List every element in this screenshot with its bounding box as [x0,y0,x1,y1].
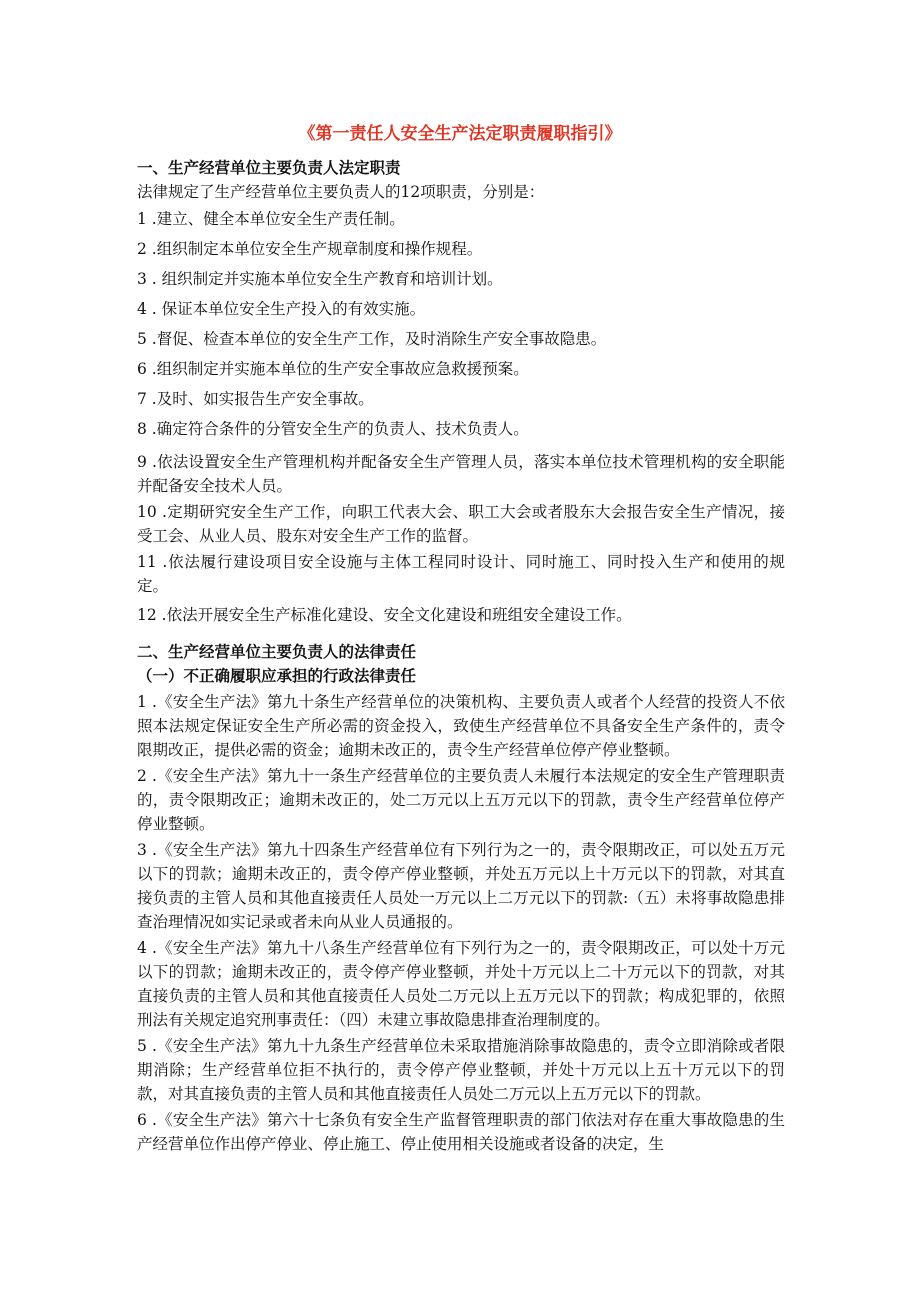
duty-item-5: 5 .督促、检查本单位的安全生产工作，及时消除生产安全事故隐患。 [137,330,607,348]
section-1-intro: 法律规定了生产经营单位主要负责人的12项职责，分别是： [137,183,545,201]
duty-item-7: 7 .及时、如实报告生产安全事故。 [137,390,374,408]
document-body [137,156,785,1158]
section-2-subheading: （一）不正确履职应承担的行政法律责任 [137,667,417,685]
liability-paragraph-3: 3 .《安全生产法》第九十四条生产经营单位有下列行为之一的，责令限期改正，可以处五万元以下的罚款；逾期未改正的，责令停产停业整顿，并处五万元以上十万元以下的罚款，对其直接负责的主管人员和其他直接责任人员处一万元以上二万元以下的罚款:（五）未将事故隐患排查治理情况如实记录或者未向从业人员通报的。 [137,841,785,931]
liability-paragraph-4: 4 .《安全生产法》第九十八条生产经营单位有下列行为之一的，责令限期改正，可以处十万元以下的罚款；逾期未改正的，责令停产停业整顿，并处十万元以上二十万元以下的罚款，对其直接负责的主管人员和其他直接责任人员处二万元以上五万元以下的罚款；构成犯罪的，依照刑法有关规定追究刑事责任：（四）未建立事故隐患排查治理制度的。 [137,939,785,1029]
duty-item-9: 9 .依法设置安全生产管理机构并配备安全生产管理人员，落实本单位技术管理机构的安全职能并配备安全技术人员。 [137,453,785,495]
duty-item-3: 3 . 组织制定并实施本单位安全生产教育和培训计划。 [137,270,503,288]
duty-item-2: 2 .组织制定本单位安全生产规章制度和操作规程。 [137,240,483,258]
liability-paragraph-6: 6 .《安全生产法》第六十七条负有安全生产监督管理职责的部门依法对存在重大事故隐患的生产经营单位作出停产停业、停止施工、停止使用相关设施或者设备的决定，生 [137,1111,785,1153]
section-2-heading: 二、生产经营单位主要负责人的法律责任 [137,643,417,661]
duty-item-10: 10 .定期研究安全生产工作，向职工代表大会、职工大会或者股东大会报告安全生产情况，接受工会、从业人员、股东对安全生产工作的监督。 [137,503,785,545]
duty-item-11: 11 .依法履行建设项目安全设施与主体工程同时设计、同时施工、同时投入生产和使用的规定。 [137,553,785,595]
duty-item-12: 12 .依法开展安全生产标准化建设、安全文化建设和班组安全建设工作。 [137,606,632,624]
duty-item-8: 8 .确定符合条件的分管安全生产的负责人、技术负责人。 [137,420,529,438]
liability-paragraph-5: 5 .《安全生产法》第九十九条生产经营单位未采取措施消除事故隐患的，责令立即消除或者限期消除；生产经营单位拒不执行的，责令停产停业整顿，并处十万元以上五十万元以下的罚款，对其直接负责的主管人员和其他直接责任人员处二万元以上五万元以下的罚款。 [137,1037,785,1103]
document-title: 《第一责任人安全生产法定职责履职指引》 [298,124,622,144]
duty-item-4: 4 . 保证本单位安全生产投入的有效实施。 [137,300,426,318]
liability-paragraph-2: 2 .《安全生产法》第九十一条生产经营单位的主要负责人未履行本法规定的安全生产管理职责的，责令限期改正；逾期未改正的，处二万元以上五万元以下的罚款，责令生产经营单位停产停业整顿。 [137,767,785,833]
section-1-heading: 一、生产经营单位主要负责人法定职责 [137,159,401,177]
duty-item-1: 1 .建立、健全本单位安全生产责任制。 [137,210,405,228]
duty-item-6: 6 .组织制定并实施本单位的生产安全事故应急救援预案。 [137,360,529,378]
liability-paragraph-1: 1 .《安全生产法》第九十条生产经营单位的决策机构、主要负责人或者个人经营的投资人不依照本法规定保证安全生产所必需的资金投入，致使生产经营单位不具备安全生产条件的，责令限期改正，提供必需的资金；逾期未改正的，责令生产经营单位停产停业整顿。 [137,693,785,759]
